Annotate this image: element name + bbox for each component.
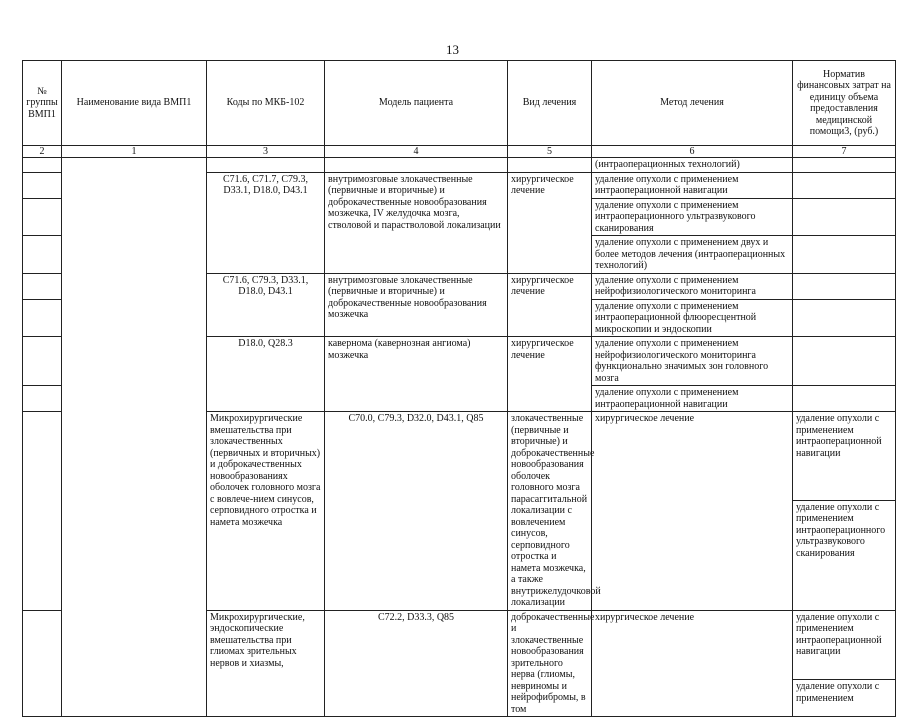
treatment-cell: хирургическое лечение — [508, 273, 592, 337]
group-cell — [23, 299, 62, 337]
codes-cell: С71.6, С79.3, D33.1, D18.0, D43.1 — [207, 273, 325, 337]
treatment-cell: хирургическое лечение — [508, 337, 592, 412]
group-cell — [23, 236, 62, 274]
column-number: 5 — [508, 146, 592, 158]
method-cell: удаление опухоли с применением интраоперационной навигации — [592, 386, 793, 412]
codes-cell: С72.2, D33.3, Q85 — [325, 610, 508, 717]
header-method: Метод лечения — [592, 61, 793, 146]
header-treatment: Вид лечения — [508, 61, 592, 146]
cost-cell — [793, 337, 896, 386]
group-cell — [23, 337, 62, 386]
group-cell — [23, 386, 62, 412]
table-wrapper — [22, 60, 895, 715]
column-number: 3 — [207, 146, 325, 158]
treatment-cell: хирургическое лечение — [592, 412, 793, 611]
page-number: 13 — [446, 42, 459, 57]
column-number: 2 — [23, 146, 62, 158]
cost-cell — [793, 299, 896, 337]
method-cell: удаление опухоли с применением интраоперационного ультразвукового сканирования — [793, 500, 896, 610]
model-cell: внутримозговые злокачественные (первичные и вторичные) и доброкачественные новообразования мозжечка, IV желудочка мозга, стволовой и парастволовой локализации — [325, 172, 508, 273]
column-number: 4 — [325, 146, 508, 158]
method-cell: удаление опухоли с применением нейрофизиологического мониторинга функционально значимых зон головного мозга — [592, 337, 793, 386]
name-cell: Микрохирургические вмешательства при злокачественных (первичных и вторичных) и доброкачественных новообразованиях оболочек головного мозга с вовлече-нием синусов, серповидного отростка и намета мозжечка — [207, 412, 325, 611]
header-name: Наименование вида ВМП1 — [62, 61, 207, 146]
group-cell — [23, 198, 62, 236]
group-cell — [23, 273, 62, 299]
treatment-cell: хирургическое лечение — [592, 610, 793, 717]
method-cell: удаление опухоли с применением интраоперационного ультразвукового сканирования — [592, 198, 793, 236]
codes-cell: С71.6, С71.7, С79.3, D33.1, D18.0, D43.1 — [207, 172, 325, 273]
method-cell: удаление опухоли с применением двух и более методов лечения (интраоперационных технологий) — [592, 236, 793, 274]
method-cell: удаление опухоли с применением — [793, 680, 896, 717]
header-row — [23, 61, 896, 146]
cost-cell — [793, 172, 896, 198]
codes-cell — [207, 158, 325, 173]
header-model: Модель пациента — [325, 61, 508, 146]
group-cell — [23, 412, 62, 611]
column-number: 1 — [62, 146, 207, 158]
method-cell: удаление опухоли с применением нейрофизиологического мониторинга — [592, 273, 793, 299]
column-number: 7 — [793, 146, 896, 158]
model-cell: доброкачественные и злокачественные новообразования зрительного нерва (глиомы, невриномы и нейрофибромы, в том — [508, 610, 592, 717]
codes-cell: С70.0, С79.3, D32.0, D43.1, Q85 — [325, 412, 508, 611]
column-number: 6 — [592, 146, 793, 158]
model-cell: внутримозговые злокачественные (первичные и вторичные) и доброкачественные новообразования мозжечка — [325, 273, 508, 337]
model-cell: злокачественные (первичные и вторичные) и доброкачественные новообразования оболочек головного мозга парасаггитальной локализации с вовлечением синусов, серповидного отростка и намета мозжечка, а также внутрижелудочковой локализации — [508, 412, 592, 611]
cost-cell — [793, 158, 896, 173]
group-cell — [23, 610, 62, 717]
table-row — [23, 158, 896, 173]
cost-cell — [793, 386, 896, 412]
method-cell: удаление опухоли с применением интраоперационной флюоресцентной микроскопии и эндоскопии — [592, 299, 793, 337]
treatment-cell — [508, 158, 592, 173]
method-cell: удаление опухоли с применением интраоперационной навигации — [592, 172, 793, 198]
header-codes: Коды по МКБ-102 — [207, 61, 325, 146]
treatment-cell: хирургическое лечение — [508, 172, 592, 273]
column-numbers-row — [23, 146, 896, 158]
cost-cell — [793, 273, 896, 299]
cost-cell — [793, 236, 896, 274]
model-cell: кавернома (кавернозная ангиома) мозжечка — [325, 337, 508, 412]
header-cost: Норматив финансовых затрат на единицу объема предоставления медицинской помощи3, (руб.) — [793, 61, 896, 146]
codes-cell: D18.0, Q28.3 — [207, 337, 325, 412]
group-cell — [23, 172, 62, 198]
method-cell: удаление опухоли с применением интраоперационной навигации — [793, 610, 896, 680]
cost-cell — [793, 198, 896, 236]
group-cell — [23, 158, 62, 173]
vmp-table — [22, 60, 896, 717]
name-cell — [62, 158, 207, 717]
name-cell: Микрохирургические, эндоскопические вмешательства при глиомах зрительных нервов и хиазмы, — [207, 610, 325, 717]
method-cell: удаление опухоли с применением интраоперационной навигации — [793, 412, 896, 501]
model-cell — [325, 158, 508, 173]
header-group-no: № группы ВМП1 — [23, 61, 62, 146]
method-cell: (интраоперационных технологий) — [592, 158, 793, 173]
